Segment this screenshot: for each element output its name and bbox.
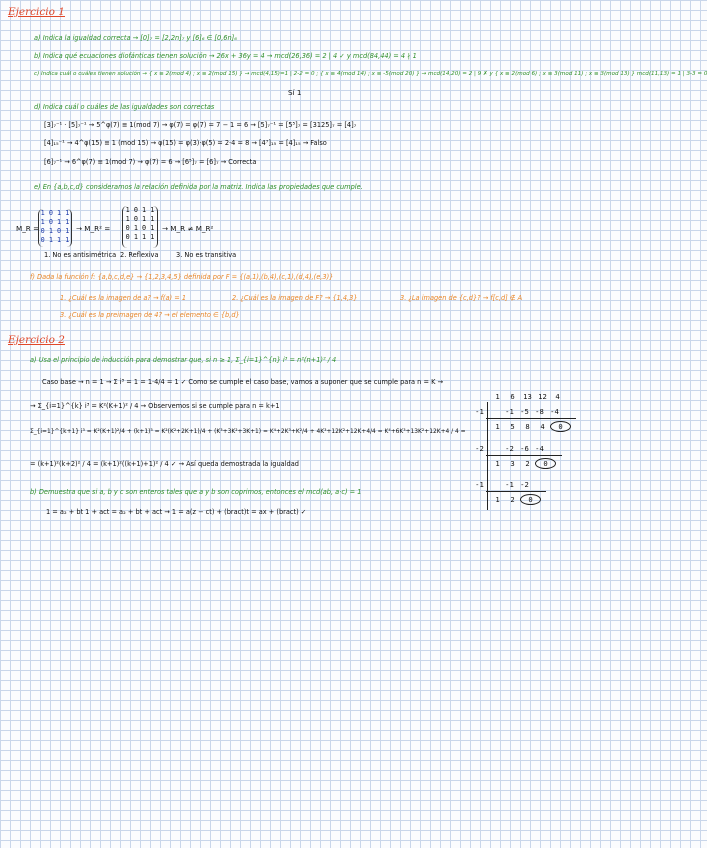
ej1-e: e) En {a,b,c,d} consideramos la relación definida por la matriz. Indica las propiedades que cumple.	[34, 183, 363, 191]
ej2-base: Caso base → n = 1 → Σ i³ = 1 = 1·4/4 = 1 ✓ Como se cumple el caso base, vamos a suponer que se cumple para n = K →	[42, 378, 444, 386]
matrix-row: 0 1 0 1	[40, 227, 70, 235]
ej1-f3: 3. ¿La imagen de {c,d}? → f[c,d] ∉ A	[400, 294, 523, 302]
ej1-a: a) Indica la igualdad correcta → [0]₇ = [2,2n]₇ y [6]₆ ∈ [0,6n]₆	[34, 34, 237, 42]
ruffini-cell: -6	[520, 444, 529, 453]
ruffini-row-3	[472, 480, 532, 489]
ej2-a: a) Usa el principio de inducción para demostrar que, si n ≥ 1, Σ_{i=1}^{n} i³ = n²(n+1)² / 4	[30, 356, 337, 364]
ruffini-cell: -1	[505, 480, 514, 489]
relation-matrix	[38, 209, 72, 247]
ruffini-cell: -2	[505, 444, 514, 453]
ruffini-cell: 2	[510, 495, 515, 504]
ej1-e-arrow: → M_R² =	[76, 224, 111, 233]
matrix-row: 0 1 1 1	[125, 233, 155, 241]
ruffini-cell: 1	[495, 459, 500, 468]
ej1-e-label: M_R =	[16, 224, 40, 233]
ej1-c: c) Indica cuál o cuáles tienen solución → { x ≡ 2(mod 4) ; x ≡ 2(mod 15) } → mcd(4,15)=1 | 2-2 = 0 ; { x ≡ 4(mod 14) ; x ≡ -5(mod 20) } → mcd(14,20) = 2 | 9 ✗ y { x ≡ 2(mod 6) ; x ≡ 3(mod 11) ; x ≡ 3(mod 13) } mcd(11,13) = 1 | 3-3 = 0	[34, 71, 707, 77]
ruffini-cell: -4	[550, 407, 559, 416]
matrix-row: 1 0 1 1	[40, 218, 70, 226]
ruffini-cell: 4	[540, 422, 545, 431]
ruffini-cell: 4	[555, 392, 560, 401]
ej1-title: Ejercicio 1	[8, 6, 65, 18]
ej1-d3: [6]₇⁻¹ → 6^φ(7) ≡ 1(mod 7) → φ(7) = 6 → [6⁵]₇ = [6]₇ → Correcta	[44, 158, 257, 166]
ej1-d1: [3]₇⁻¹ · [5]₇⁻¹ → 5^φ(7) ≡ 1(mod 7) → φ(7) = φ(7) = 7 − 1 = 6 → [5]₇⁻¹ = [5⁵]₇ = [3125]₇ = [4]₇	[44, 121, 357, 129]
ruffini-divisor: -2	[475, 444, 484, 453]
ruffini-cell: -1	[505, 407, 514, 416]
ruffini-cell: 1	[495, 422, 500, 431]
ruffini-result-3	[490, 494, 541, 505]
ruffini-cell: 12	[538, 392, 547, 401]
ruffini-remainder: 0	[520, 494, 541, 505]
ruffini-remainder: 0	[535, 458, 556, 469]
ruffini-divisor: -1	[475, 480, 484, 489]
ruffini-table	[472, 392, 584, 512]
matrix-row: 1 0 1 1	[125, 206, 155, 214]
ej2-title: Ejercicio 2	[8, 334, 65, 346]
ruffini-result-2	[490, 458, 556, 469]
ruffini-header	[490, 392, 565, 401]
ej1-e-prop-1: 1. No es antisimétrica	[44, 251, 117, 259]
ej2-b1: 1 = a₂ + bt 1 + act = a₂ + bt + act → 1 = a(z − ct) + (bract)t = ax + (bract) ✓	[46, 508, 307, 516]
ruffini-row-1	[472, 407, 562, 416]
ej1-e-result: → M_R ≠ M_R²	[162, 224, 214, 233]
matrix-row: 0 1 1 1	[40, 236, 70, 244]
ej2-h1: → Σ_{i=1}^{k} i³ = K²(K+1)² / 4 → Observemos si se cumple para n = k+1	[30, 402, 280, 410]
ruffini-divisor: -1	[475, 407, 484, 416]
matrix-row: 0 1 0 1	[125, 224, 155, 232]
matrix-row: 1 0 1 1	[125, 215, 155, 223]
ruffini-cell: -2	[520, 480, 529, 489]
ej1-f2: 2. ¿Cuál es la imagen de F? → {1,4,3}	[232, 294, 358, 302]
ej1-f1: 1. ¿Cuál es la imagen de a? → f(a) = 1	[60, 294, 187, 302]
ej1-e-prop-3: 3. No es transitiva	[176, 251, 237, 259]
ej1-e-prop-2: 2. Reflexiva	[120, 251, 159, 259]
ruffini-result-1	[490, 421, 571, 432]
ej1-f4: 3. ¿Cuál es la preimagen de 4? → el elemento ∈ {b,d}	[60, 311, 240, 319]
ej1-d2: [4]₁₅⁻¹ → 4^φ(15) ≡ 1 (mod 15) → φ(15) = φ(3)·φ(5) = 2·4 = 8 → [4⁷]₁₅ = [4]₁₅ → Falso	[44, 139, 327, 147]
ej2-b: b) Demuestra que si a, b y c son enteros tales que a y b son coprimos, entonces el mcd(ab, a·c) = 1	[30, 488, 362, 496]
matrix-row: 1 0 1 1	[40, 209, 70, 217]
ruffini-row-2	[472, 444, 547, 453]
ej1-c-extra: Sí 1	[288, 88, 302, 97]
ruffini-cell: 3	[510, 459, 515, 468]
ruffini-cell: 1	[495, 495, 500, 504]
ej1-d: d) Indica cuál o cuáles de las igualdades son correctas	[34, 103, 215, 111]
ruffini-cell: 5	[510, 422, 515, 431]
ej2-h2: Σ_{i=1}^{k+1} i³ = K²(K+1)²/4 + (k+1)³ = K²(K²+2K+1)/4 + (K³+3K²+3K+1) = K⁴+2K³+K²/4 + 4K³+12K²+12K+4/4 = K⁴+6K³+13K²+12K+4 / 4 =	[30, 429, 466, 435]
ruffini-cell: -4	[535, 444, 544, 453]
ruffini-cell: 6	[510, 392, 515, 401]
relation-matrix-squared	[122, 206, 158, 248]
ruffini-remainder: 0	[550, 421, 571, 432]
ej1-f: f) Dada la función f: {a,b,c,d,e} → {1,2,3,4,5} definida por F = {(a,1),(b,4),(c,1),(d,4),(e,3)}	[30, 273, 334, 281]
ruffini-cell: 8	[525, 422, 530, 431]
ruffini-cell: -5	[520, 407, 529, 416]
ruffini-cell: 13	[523, 392, 532, 401]
ruffini-cell: 2	[525, 459, 530, 468]
ej2-h3: = (k+1)²(k+2)² / 4 = (k+1)²((k+1)+1)² / 4 ✓ → Así queda demostrada la igualdad	[30, 460, 299, 468]
ej1-b: b) Indica qué ecuaciones diofánticas tienen solución → 26x + 36y = 4 → mcd(26,36) = 2 | 4 ✓ y mcd(84,44) = 4 ∤ 1	[34, 52, 417, 60]
ruffini-cell: 1	[495, 392, 500, 401]
ruffini-cell: -8	[535, 407, 544, 416]
